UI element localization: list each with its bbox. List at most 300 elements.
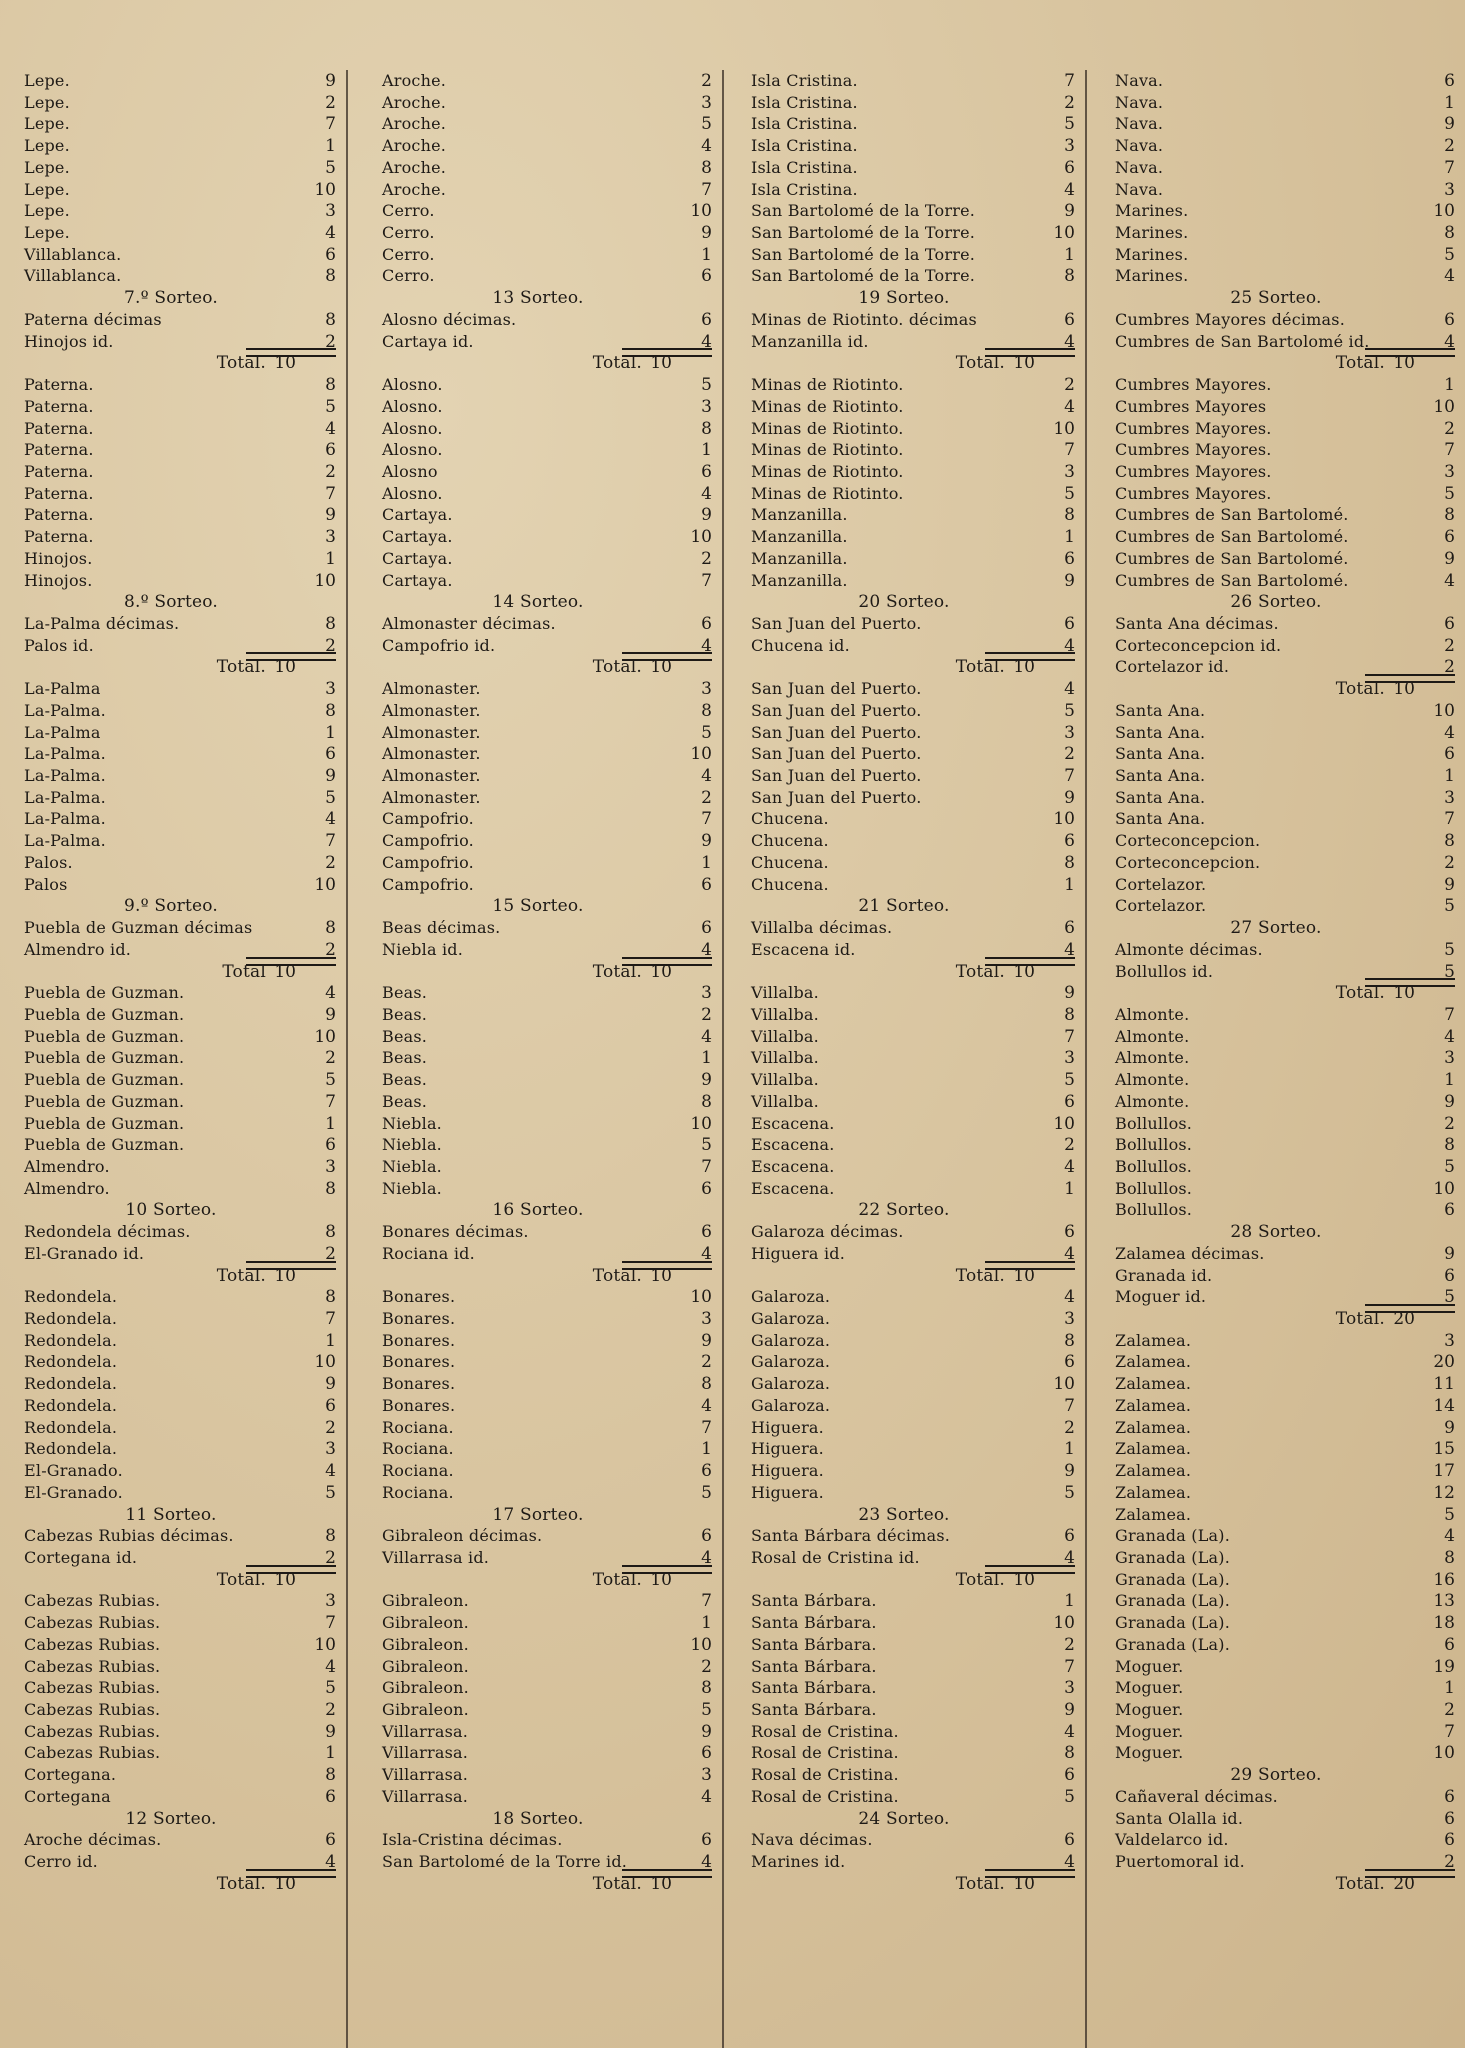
number-value: 10 (690, 527, 712, 548)
place-name: Zalamea décimas. (1115, 1243, 1265, 1263)
place-name: Cabezas Rubias. (24, 1721, 161, 1741)
place-name: Villablanca. (24, 266, 122, 286)
place-name: Granada (La). (1115, 1613, 1231, 1633)
number-value: 8 (701, 1091, 712, 1112)
number-value: 16 (1433, 1569, 1455, 1590)
number-value: 6 (1444, 309, 1455, 330)
number-value: 4 (325, 223, 336, 244)
place-name: Villarrasa. (382, 1743, 469, 1763)
total-label: Total. (592, 1873, 642, 1894)
entry-row (6, 1656, 336, 1678)
entry-row (6, 1351, 336, 1373)
entry-row (6, 982, 336, 1004)
place-name: Villarrasa. (382, 1721, 469, 1741)
entry-row (1097, 1243, 1455, 1265)
place-name: La-Palma (24, 679, 101, 699)
place-name: Santa Ana décimas. (1115, 614, 1279, 633)
place-name: Villarrasa id. (382, 1547, 490, 1567)
number-value: 2 (1444, 635, 1455, 656)
number-value: 4 (1444, 266, 1455, 287)
number-value: 8 (325, 1178, 336, 1199)
entry-row (364, 113, 712, 135)
place-name: Paterna. (24, 505, 94, 525)
number-value: 4 (701, 1786, 712, 1807)
place-name: Aroche. (382, 114, 447, 134)
place-name: Bollullos. (1115, 1113, 1193, 1133)
place-name: Chucena. (751, 831, 829, 851)
place-name: Almonte. (1115, 1091, 1190, 1111)
number-value: 1 (1444, 1070, 1455, 1091)
place-name: Cabezas Rubias. (24, 1591, 161, 1611)
place-name: Escacena. (751, 1157, 835, 1176)
number-value: 6 (1064, 1526, 1075, 1547)
entry-row (6, 244, 336, 266)
entry-row (6, 1417, 336, 1439)
number-value: 2 (701, 71, 712, 91)
total-row (1097, 352, 1455, 374)
number-value: 7 (1444, 1004, 1455, 1025)
place-name: Campofrio id. (382, 635, 496, 655)
place-name: Beas. (382, 1048, 428, 1068)
number-value: 8 (1064, 1743, 1075, 1764)
number-value: 3 (701, 1765, 712, 1786)
entry-row (733, 222, 1075, 244)
place-name: Escacena. (751, 1135, 835, 1155)
entry-row (364, 700, 712, 722)
place-name: Cumbres de San Bartolomé. (1115, 527, 1349, 547)
number-value: 10 (1433, 1178, 1455, 1199)
sorteo-title: 23 Sorteo. (858, 1504, 950, 1525)
place-name: Cabezas Rubias. (24, 1613, 161, 1633)
column-3 (733, 0, 1075, 2048)
entry-row (733, 1417, 1075, 1439)
entry-row (364, 157, 712, 179)
entry-row (1097, 461, 1455, 483)
number-value: 6 (701, 309, 712, 330)
entry-row (364, 374, 712, 396)
number-value: 10 (314, 570, 336, 591)
number-value: 5 (1064, 700, 1075, 721)
number-value: 5 (1444, 896, 1455, 917)
place-name: Bollullos. (1115, 1178, 1193, 1198)
number-value: 6 (1444, 1786, 1455, 1807)
entry-row (733, 1460, 1075, 1482)
sorteo-title: 10 Sorteo. (125, 1200, 217, 1221)
entry-row (6, 613, 336, 635)
sorteo-heading (6, 1808, 336, 1830)
entry-row (733, 808, 1075, 830)
sorteo-heading (1097, 917, 1455, 939)
entry-row (733, 743, 1075, 765)
place-name: Lepe. (24, 136, 70, 156)
place-name: Almonaster. (382, 744, 481, 764)
place-name: San Juan del Puerto. (751, 766, 922, 786)
entry-row (1097, 418, 1455, 440)
number-value: 5 (1064, 1070, 1075, 1091)
number-value: 9 (1444, 114, 1455, 135)
place-name: Paterna. (24, 440, 94, 460)
number-value: 3 (325, 1439, 336, 1460)
number-value: 6 (1064, 548, 1075, 569)
place-name: Niebla. (382, 1178, 442, 1198)
sorteo-heading (364, 591, 712, 613)
number-value: 6 (1064, 309, 1075, 330)
number-value: 8 (1064, 852, 1075, 873)
entry-row (6, 1829, 336, 1851)
place-name: Santa Bárbara. (751, 1678, 877, 1698)
place-name: Cortegana. (24, 1765, 117, 1785)
place-name: Nava. (1115, 71, 1164, 90)
number-value: 8 (1444, 831, 1455, 852)
total-label: Total. (955, 1873, 1005, 1894)
place-name: Marines id. (751, 1852, 846, 1872)
place-name: Lepe. (24, 223, 70, 243)
entry-row (1097, 1786, 1455, 1808)
entry-row (733, 852, 1075, 874)
total-label: Total (222, 961, 266, 982)
place-name: Bollullos. (1115, 1157, 1193, 1176)
number-value: 6 (701, 874, 712, 895)
number-value: 3 (701, 1309, 712, 1330)
number-value: 1 (1444, 766, 1455, 787)
entry-row (1097, 157, 1455, 179)
total-label: Total. (1335, 353, 1385, 374)
number-value: 2 (701, 1004, 712, 1025)
entry-row (1097, 200, 1455, 222)
place-name: Cortelazor id. (1115, 657, 1230, 677)
number-value: 2 (1444, 1852, 1455, 1873)
number-value: 2 (1444, 657, 1455, 678)
entry-row (1097, 135, 1455, 157)
place-name: San Bartolomé de la Torre. (751, 223, 976, 243)
number-value: 4 (325, 1656, 336, 1677)
number-value: 10 (1433, 201, 1455, 222)
entry-row (1097, 787, 1455, 809)
entry-row (733, 874, 1075, 896)
number-value: 6 (1064, 157, 1075, 178)
sorteo-title: 25 Sorteo. (1230, 288, 1322, 309)
number-value: 9 (325, 766, 336, 787)
place-name: Nava. (1115, 114, 1164, 134)
number-value: 6 (1064, 1830, 1075, 1851)
sorteo-title: 27 Sorteo. (1230, 918, 1322, 939)
place-name: Moguer. (1115, 1743, 1184, 1763)
entry-row (1097, 1330, 1455, 1352)
entry-row (6, 722, 336, 744)
number-value: 5 (1444, 244, 1455, 265)
entry-row (364, 1482, 712, 1504)
entry-row (364, 1721, 712, 1743)
place-name: Galaroza. (751, 1374, 831, 1394)
total-label: Total. (955, 1265, 1005, 1286)
entry-row (364, 265, 712, 287)
number-value: 4 (701, 483, 712, 504)
number-value: 4 (325, 1852, 336, 1873)
place-name: Moguer. (1115, 1656, 1184, 1676)
place-name: Aroche. (382, 71, 447, 90)
entry-row (364, 830, 712, 852)
entry-row (1097, 548, 1455, 570)
entry-row (6, 1525, 336, 1547)
place-name: Escacena. (751, 1113, 835, 1133)
number-value: 8 (325, 309, 336, 330)
place-name: Manzanilla. (751, 570, 848, 590)
number-value: 9 (325, 1374, 336, 1395)
place-name: Cartaya. (382, 548, 453, 568)
total-value: 10 (1013, 1265, 1035, 1286)
number-value: 3 (1444, 1048, 1455, 1069)
number-value: 7 (1064, 1026, 1075, 1047)
place-name: Isla Cristina. (751, 157, 858, 177)
number-value: 6 (325, 440, 336, 461)
entry-row (733, 200, 1075, 222)
number-value: 8 (1444, 1135, 1455, 1156)
number-value: 5 (701, 1482, 712, 1503)
place-name: La-Palma. (24, 809, 106, 829)
place-name: Rociana. (382, 1417, 454, 1437)
entry-row (6, 874, 336, 896)
place-name: Marines. (1115, 201, 1189, 221)
number-value: 1 (1064, 527, 1075, 548)
total-value: 10 (650, 1873, 672, 1894)
place-name: Higuera. (751, 1439, 824, 1459)
entry-row (364, 1786, 712, 1808)
place-name: Redondela décimas. (24, 1222, 191, 1242)
sorteo-title: 20 Sorteo. (858, 592, 950, 613)
entry-row (364, 1113, 712, 1135)
entry-row (733, 1113, 1075, 1135)
number-value: 5 (325, 1678, 336, 1699)
entry-row (1097, 92, 1455, 114)
place-name: Zalamea. (1115, 1461, 1192, 1481)
place-name: Alosno. (382, 375, 443, 395)
entry-row (6, 1178, 336, 1200)
number-value: 1 (1064, 1439, 1075, 1460)
column-divider (1085, 70, 1087, 2048)
number-value: 8 (701, 1678, 712, 1699)
place-name: Rosal de Cristina. (751, 1721, 899, 1741)
entry-row (1097, 265, 1455, 287)
number-value: 6 (701, 461, 712, 482)
number-value: 3 (325, 679, 336, 700)
entry-row (733, 678, 1075, 700)
place-name: Cerro. (382, 223, 435, 243)
total-row (6, 1569, 336, 1591)
number-value: 1 (701, 1439, 712, 1460)
number-value: 4 (1064, 396, 1075, 417)
total-value: 10 (1393, 679, 1415, 700)
sorteo-title: 24 Sorteo. (858, 1808, 950, 1829)
number-value: 3 (1064, 136, 1075, 157)
entry-row (364, 548, 712, 570)
place-name: Cortelazor. (1115, 896, 1207, 916)
total-label: Total. (1335, 679, 1385, 700)
place-name: Moguer. (1115, 1700, 1184, 1719)
place-name: Cumbres de San Bartolomé. (1115, 570, 1349, 590)
place-name: Zalamea. (1115, 1417, 1192, 1437)
number-value: 3 (1444, 461, 1455, 482)
number-value: 7 (1064, 1395, 1075, 1416)
place-name: Alosno. (382, 396, 443, 416)
number-value: 2 (325, 939, 336, 960)
place-name: Galaroza. (751, 1395, 831, 1415)
number-value: 14 (1433, 1395, 1455, 1416)
entry-row (364, 439, 712, 461)
entry-row (6, 483, 336, 505)
sorteo-title: 12 Sorteo. (125, 1808, 217, 1829)
place-name: Palos (24, 874, 68, 894)
number-value: 10 (1433, 1743, 1455, 1764)
total-value: 10 (1013, 1873, 1035, 1894)
entry-row (364, 70, 712, 92)
place-name: Bollullos. (1115, 1135, 1193, 1155)
total-label: Total. (592, 1569, 642, 1590)
place-name: Zalamea. (1115, 1330, 1192, 1350)
number-value: 7 (1064, 1656, 1075, 1677)
total-label: Total. (955, 961, 1005, 982)
entry-row (364, 1091, 712, 1113)
place-name: Paterna. (24, 396, 94, 416)
entry-row (1097, 1460, 1455, 1482)
place-name: Granada id. (1115, 1265, 1213, 1285)
place-name: Granada (La). (1115, 1526, 1231, 1546)
entry-row (364, 1829, 712, 1851)
number-value: 9 (701, 831, 712, 852)
entry-row (1097, 1438, 1455, 1460)
sorteo-title: 21 Sorteo. (858, 896, 950, 917)
entry-row (6, 1395, 336, 1417)
place-name: Gibraleon. (382, 1613, 469, 1633)
number-value: 8 (1064, 1004, 1075, 1025)
number-value: 2 (1064, 92, 1075, 113)
entry-row (733, 1482, 1075, 1504)
sorteo-title: 17 Sorteo. (492, 1504, 584, 1525)
place-name: Niebla. (382, 1135, 442, 1155)
number-value: 5 (701, 114, 712, 135)
entry-row (364, 1373, 712, 1395)
sorteo-heading (6, 1199, 336, 1221)
place-name: Puebla de Guzman. (24, 1070, 185, 1090)
entry-row (733, 526, 1075, 548)
total-label: Total. (216, 1873, 266, 1894)
entry-row (364, 982, 712, 1004)
number-value: 7 (701, 1417, 712, 1438)
sorteo-title: 29 Sorteo. (1230, 1765, 1322, 1786)
number-value: 8 (1444, 1547, 1455, 1568)
number-value: 1 (325, 136, 336, 157)
number-value: 10 (1053, 1113, 1075, 1134)
number-value: 10 (690, 1287, 712, 1308)
place-name: Almonte. (1115, 1048, 1190, 1068)
entry-row (364, 917, 712, 939)
entry-row (1097, 939, 1455, 961)
number-value: 4 (1444, 1526, 1455, 1547)
place-name: La-Palma. (24, 787, 106, 807)
number-value: 6 (1064, 1091, 1075, 1112)
number-value: 4 (701, 331, 712, 352)
entry-row (733, 1590, 1075, 1612)
place-name: Rociana. (382, 1482, 454, 1502)
number-value: 9 (1064, 201, 1075, 222)
place-name: Villablanca. (24, 244, 122, 264)
entry-row (1097, 1265, 1455, 1287)
place-name: Paterna. (24, 483, 94, 503)
number-value: 11 (1433, 1374, 1455, 1395)
entry-row (1097, 1113, 1455, 1135)
place-name: San Juan del Puerto. (751, 700, 922, 720)
place-name: Minas de Riotinto. (751, 418, 904, 438)
number-value: 4 (1064, 939, 1075, 960)
number-value: 1 (1444, 1678, 1455, 1699)
entry-row (6, 570, 336, 592)
place-name: El-Granado. (24, 1461, 123, 1481)
number-value: 3 (1444, 179, 1455, 200)
entry-row (364, 1656, 712, 1678)
place-name: Bonares. (382, 1309, 456, 1329)
entry-row (1097, 1026, 1455, 1048)
number-value: 4 (1064, 1852, 1075, 1873)
column-2 (364, 0, 712, 2048)
number-value: 6 (1444, 1200, 1455, 1221)
sorteo-title: 8.º Sorteo. (123, 592, 219, 613)
entry-row (6, 700, 336, 722)
place-name: El-Granado. (24, 1482, 123, 1502)
total-row (364, 656, 712, 678)
number-value: 3 (701, 983, 712, 1004)
number-value: 4 (701, 1395, 712, 1416)
entry-row (1097, 1504, 1455, 1526)
number-value: 1 (325, 1330, 336, 1351)
number-value: 3 (701, 679, 712, 700)
entry-row (733, 1178, 1075, 1200)
place-name: Corteconcepcion. (1115, 852, 1261, 872)
place-name: La-Palma. (24, 766, 106, 786)
place-name: Moguer. (1115, 1721, 1184, 1741)
place-name: Palos id. (24, 635, 94, 655)
place-name: Zalamea. (1115, 1439, 1192, 1459)
entry-row (6, 1373, 336, 1395)
entry-row (1097, 309, 1455, 331)
sorteo-title: 15 Sorteo. (492, 896, 584, 917)
entry-row (733, 570, 1075, 592)
place-name: Rociana id. (382, 1243, 475, 1263)
total-label: Total. (1335, 1309, 1385, 1330)
number-value: 4 (325, 1461, 336, 1482)
total-label: Total. (1335, 983, 1385, 1004)
number-value: 7 (1444, 809, 1455, 830)
sorteo-heading (733, 1808, 1075, 1830)
place-name: Zalamea. (1115, 1352, 1192, 1372)
place-name: Cumbres de San Bartolomé id. (1115, 331, 1370, 351)
place-name: Niebla id. (382, 939, 464, 959)
entry-row (364, 504, 712, 526)
number-value: 9 (1064, 983, 1075, 1004)
entry-row (733, 244, 1075, 266)
number-value: 8 (325, 614, 336, 634)
entry-row (733, 1786, 1075, 1808)
place-name: San Juan del Puerto. (751, 744, 922, 764)
entry-row (733, 70, 1075, 92)
entry-row (6, 1286, 336, 1308)
number-value: 2 (1064, 1417, 1075, 1438)
place-name: Santa Ana. (1115, 766, 1206, 786)
number-value: 5 (1444, 961, 1455, 982)
place-name: Cumbres Mayores. (1115, 483, 1272, 503)
place-name: Cortelazor. (1115, 874, 1207, 894)
number-value: 17 (1433, 1461, 1455, 1482)
place-name: San Juan del Puerto. (751, 679, 922, 699)
place-name: Nava décimas. (751, 1830, 873, 1850)
